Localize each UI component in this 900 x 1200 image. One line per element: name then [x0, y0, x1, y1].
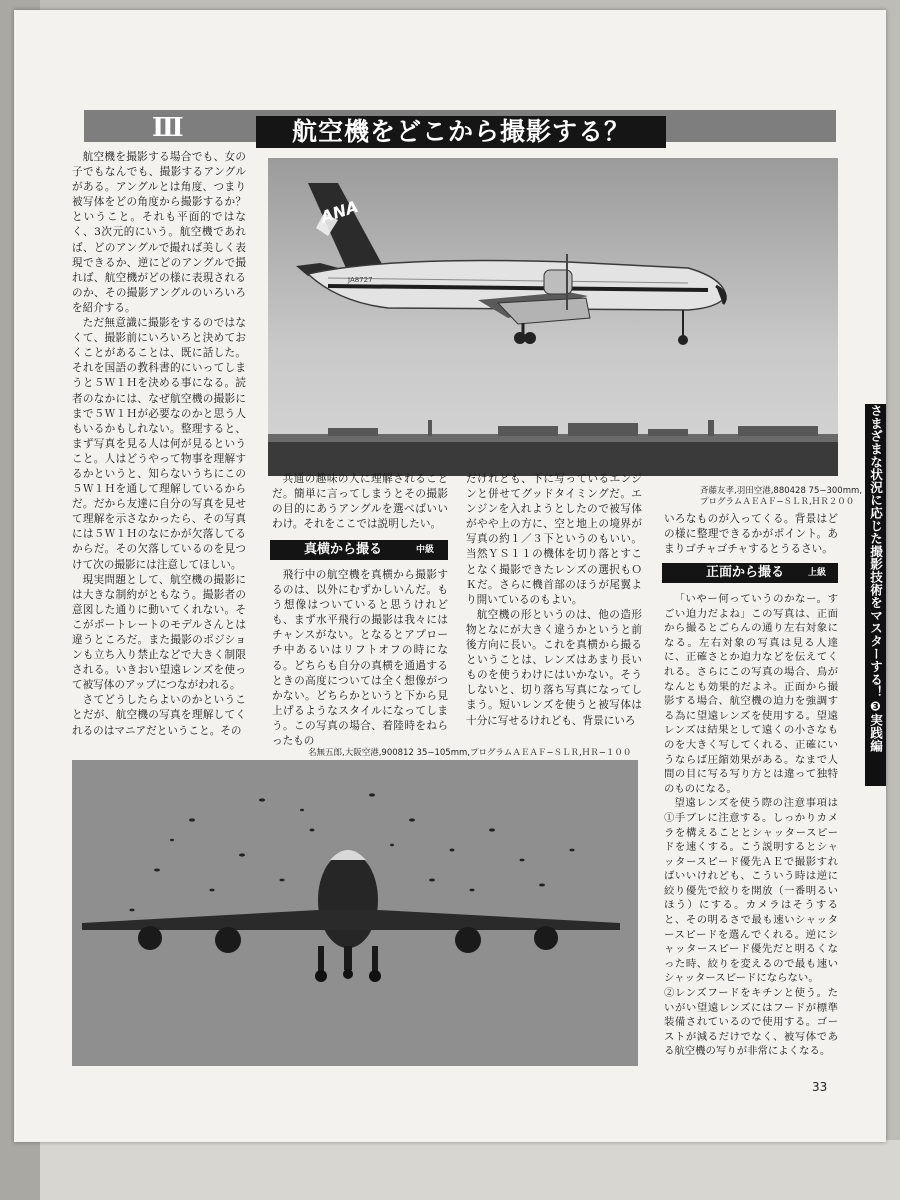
subheading-title: 正面から撮る	[706, 565, 785, 580]
paragraph: 望遠レンズを使う際の注意事項は①手ブレに注意する。しっかりカメラを構えることとシャッタースピードを速くする。こう説明するとシャッタースピード優先ＡＥで撮影すればいいけれども、こういう時は逆に絞り優先で絞りを開放（一番明るいほう）にする。カメラはそうすると、その明るさで最も速いシャッタースピードを選んでくれる。逆にシャッタースピード優先だと明るくなった時、絞りを変えるので最も速いシャッタースピードにならない。	[664, 797, 838, 985]
aircraft-registration: JA8727	[348, 276, 373, 284]
page-number: 33	[812, 1080, 828, 1094]
article-column-2a	[272, 472, 448, 532]
paragraph: 「いやー何っていうのかなー。すごい迫力だよね」この写真は、正面から撮るとごらんの通り左右対象になる。左右対象の写真は見る人達に、正確さとか迫力などを伝えてくれる。さらにこの写真の場合、鳥がなんとも効果的だよネ。正面から撮影する場合、航空機の迫力を強調する為に望遠レンズを使用する。望遠レンズは結果として遠くの小さなものを大きく写してくれる、正確にいうならば圧縮効果がある。なまで人間の目に写る写り方とは違って独特のものになる。	[664, 593, 838, 795]
difficulty-level: 中級	[416, 545, 435, 555]
paragraph: 飛行中の航空機を真横から撮影するのは、以外にむずかしいんだ。もう想像はついていると思うけれども、まず水平飛行の撮影は我々にはチャンスがない。となるとアプローチ中あるいはリフトオフの時になる。どちらも自分の真横を通過するときの高度については全く想像がつかない。どちらかというと下から見上げるようなスタイルになってしまう。この写真の場合、着陸時をねらったもの	[272, 569, 448, 748]
paragraph: 共通の趣味の人に理解されることだ。簡単に言ってしまうとその撮影の目的にあうアングルを選べばいいわけ。それをここでは説明したい。	[272, 473, 448, 531]
section-title: 航空機をどこから撮影する？	[256, 116, 666, 148]
paragraph: ②レンズフードをキチンと使う。たいがい望遠レンズにはフードが標準装備されているので使用する。ゴーストが減るだけでなく、被写体である航空機の写りが非常によくなる。	[664, 987, 838, 1058]
series-side-tab: さまざまな状況に応じた撮影技術をマスターする！❸実践編	[865, 404, 886, 786]
subheading-front-view	[662, 563, 838, 583]
article-column-1	[72, 150, 246, 739]
tail-logo: ANA	[318, 196, 361, 227]
photo-1-caption-line-1: 斉藤友孝,羽田空港,880428 75−300mm,	[700, 486, 862, 496]
section-number: Ⅲ	[152, 113, 182, 143]
underlying-surface	[40, 1140, 900, 1200]
photo-1-caption-line-2: プログラムＡＥＡＦ−ＳＬＲ,ＨＲ２００	[700, 497, 855, 507]
paragraph: 航空機の形というのは、他の造形物となにが大きく違うかというと前後方向に長い。これを真横から撮るということは、レンズはあまり長いものを使うわけにはいかない。そうしないと、切り落ち写真になってしまう。短いレンズを使うと被写体は十分に写せるけれども、背景にいろ	[466, 608, 642, 727]
boeing747-front-photo	[72, 760, 638, 1066]
article-column-2b	[272, 568, 448, 749]
photo-2-caption: 名無五郎,大阪空港,900812 35−105mm,プログラムＡＥＡＦ−ＳＬＲ,ＨＲ−１００	[308, 748, 632, 758]
paragraph: 現実問題として、航空機の撮影には大きな制約がともなう。撮影者の意図した通りに動いてくれない。そこがポートレートのモデルさんとは違うところだ。また撮影のポジションも立ち入り禁止などで大きく制限される。いきおい望遠レンズを使って被写体のアップにつながわれる。	[72, 573, 246, 692]
paragraph: いろなものが入ってくる。背景はどの様に整理できるかがポイント。あまりゴチャゴチャするとうるさい。	[664, 513, 838, 556]
paragraph: だけれども、下に写っているエンジンと併せてグッドタイミングだ。エンジンを入れようとしたので被写体がやや上の方に、空と地上の境界が写真の約１／３下というのもいい。当然ＹＳ１１の機体を切り落とすことなく撮影できたレンズの選択もＯＫだ。さらに機首部のほうが尾翼より開いているのもよい。	[466, 473, 642, 606]
article-column-4a	[664, 512, 838, 557]
paragraph: ただ無意識に撮影をするのではなくて、撮影前にいろいろと決めておくことがあることは、既に話した。それを国語の教科書的にいってしまうと５Ｗ１Ｈを決める事になる。読者のなかには、なぜ航空機の撮影にまで５Ｗ１Ｈが必要なのかと思う人もいるかもしれない。整理すると、まず写真を見る人は何が見るということ。人はどうやって物事を理解するかというと、知らないうちにこの５Ｗ１Ｈを通して理解しているからだ。だから友達に自分の写真を見せて理解を示さなかったら、その写真には５Ｗ１Ｈのなにかが欠落してるからだ。その欠落しているのを見つけて次の撮影には注意してほしい。	[72, 317, 246, 571]
article-column-4b	[664, 592, 838, 1059]
subheading-title: 真横から撮る	[304, 542, 383, 557]
ys11-aircraft-illustration	[268, 158, 838, 476]
difficulty-level: 上級	[808, 568, 827, 578]
ys11-side-photo	[268, 158, 838, 476]
article-column-3	[466, 472, 642, 729]
paragraph: さてどうしたらよいのかということだが、航空機の写真を理解してくれるのはマニアだということ。その	[72, 694, 246, 737]
jumbo-jet-illustration	[72, 760, 638, 1066]
subheading-side-view	[270, 540, 448, 560]
paragraph: 航空機を撮影する場合でも、女の子でもなんでも、撮影するアングルがある。アングルとは角度、つまり被写体をどの角度から撮影するか？ということ。それも平面的ではなく、3次元的にいう。航空機であれば、どのアングルで撮れば美しく表現できるか、逆にどのアングルで撮れば、航空機がどの様に表現されるのか、その撮影アングルのいろいろを紹介する。	[72, 151, 246, 314]
